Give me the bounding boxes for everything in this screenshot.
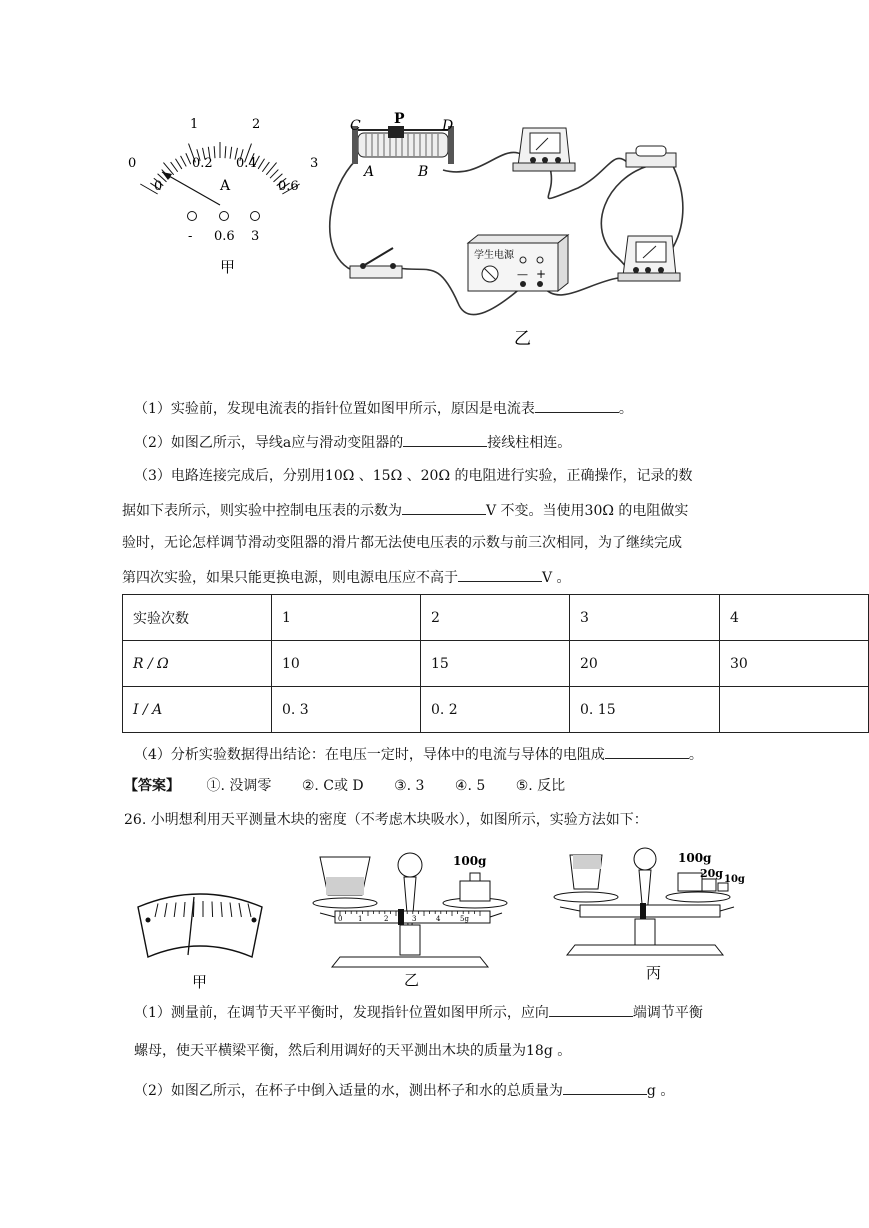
power-supply-label: 学生电源 [474,250,514,261]
answer-item-3: ③. 3 [394,778,425,794]
rheostat-terminal-d: D [442,118,454,134]
mass-label-100g: 100g [453,854,487,868]
question-3-text-3: 第四次实验，如果只能更换电源，则电源电压应不高于 [122,570,458,586]
question-4-line [134,744,703,765]
terminal-0.6-icon [220,212,229,221]
ammeter-lower-tick-1: 0.2 [192,156,213,171]
weight-100g-icon [460,881,490,901]
power-supply-plus: + [536,267,547,281]
question-3-text-2: V 不变。当使用30Ω 的电阻做实 [486,503,689,519]
question-2-text-2: 应与滑动变阻器的 [291,435,404,451]
resistor-icon [626,146,676,167]
question-3-line-4 [122,567,571,588]
answer-blank-5[interactable] [605,744,689,759]
figure-label-jia-2: 甲 [192,973,208,991]
question-2-line [134,432,571,453]
question-3-end: V 。 [542,570,571,586]
beam-scale-2: 2 [384,915,389,923]
rheostat-terminal-b: B [418,164,429,180]
table-cell: 2 [421,595,570,641]
ammeter-lower-tick-3: 0.6 [278,179,299,194]
terminal-minus-icon [188,212,197,221]
beam-scale-3: 3 [412,915,417,923]
question-4-end: 。 [688,747,703,763]
table-row [123,687,869,733]
beam-scale-1: 1 [358,915,363,923]
balance-figures [130,845,760,995]
answer-blank-2[interactable] [403,432,487,447]
terminal-3-icon [251,212,260,221]
table-cell: I / A [123,687,272,733]
table-cell: 3 [570,595,720,641]
table-cell: 1 [272,595,421,641]
table-cell [720,687,869,733]
ammeter-tick [175,159,181,169]
ammeter-upper-tick-3: 3 [310,156,319,171]
ammeter-lower-tick-0: 0 [154,179,163,194]
mass-label-100g-2: 100g [678,851,712,865]
table-cell: 0. 3 [272,687,421,733]
wire-a-label: a [282,435,292,451]
answer-line [124,776,565,796]
weight-20g-icon [702,879,716,891]
answer-item-2: ②. C或 D [301,778,364,794]
power-supply-minus: — [517,268,528,281]
beam-scale-0: 0 [338,915,343,923]
answer-item-1: ①. 没调零 [206,778,272,794]
ammeter-tick [214,146,215,158]
rheostat-terminal-a: A [364,164,375,180]
balance-dial-figure [138,894,262,957]
table-row [123,595,869,641]
slide-rheostat-icon [352,126,454,164]
table-cell: 20 [570,641,720,687]
question-3-line-3: 验时，无论怎样调节滑动变阻器的滑片都无法使电压表的示数与前三次相同，为了继续完成 [122,535,682,551]
ammeter-tick [258,159,264,169]
switch-icon [350,248,402,278]
question-4-text: （4）分析实验数据得出结论：在电压一定时，导体中的电流与导体的电阻成 [134,747,605,763]
rheostat-slider-p: P [394,111,405,127]
figure-label-yi: 乙 [514,329,531,349]
water-in-cup [326,877,364,895]
table-cell: 30 [720,641,869,687]
answer-blank-4[interactable] [458,567,542,582]
data-table [122,594,869,733]
dial-tick [212,902,213,918]
table-row [123,641,869,687]
beam-scale-4: 4 [436,915,441,923]
figure-label-bing: 丙 [646,964,662,982]
question-26-1-text: （1）测量前，在调节天平平衡时，发现指针位置如图甲所示，应向 [134,1005,549,1021]
ammeter-tick [230,147,232,159]
answer-blank-3[interactable] [402,500,486,515]
table-cell: 4 [720,595,869,641]
balance-yi-figure [313,853,507,967]
question-26-2-text: （2）如图乙所示，在杯子中倒入适量的水，测出杯子和水的总质量为 [134,1083,563,1099]
circuit-figure [318,108,708,353]
question-26-2-line [134,1080,674,1101]
ammeter-pointer [162,172,220,205]
question-1-line [134,398,633,419]
terminal-label-0.6: 0.6 [214,229,235,244]
question-1-text: （1）实验前，发现电流表的指针位置如图甲所示，原因是电流表 [134,401,535,417]
ammeter-unit: A [220,178,231,194]
question-3-line-1: （3）电路连接完成后，分别用10Ω 、15Ω 、20Ω 的电阻进行实验，正确操作，记录的数 [134,468,693,484]
figure-label-yi-2: 乙 [404,971,420,989]
ammeter-tick [186,153,191,164]
ammeter-lower-tick-2: 0.4 [236,156,257,171]
dial-screw-right-icon [252,918,257,923]
ammeter-tick [262,162,269,172]
mass-label-20g: 20g [700,867,723,880]
answer-blank-6[interactable] [549,1002,633,1017]
answer-label: 【答案】 [124,778,180,794]
ammeter-dial-figure [120,110,340,280]
voltmeter-meter-icon [618,236,680,281]
ammeter-tick [225,146,226,158]
table-cell: 10 [272,641,421,687]
question-26-stem: 26. 小明想利用天平测量木块的密度（不考虑木块吸水），如图所示，实验方法如下： [124,812,648,828]
weight-100g-icon-2 [678,873,702,891]
answer-item-5: ⑤. 反比 [515,778,566,794]
table-cell: 0. 2 [421,687,570,733]
table-cell: 实验次数 [123,595,272,641]
ammeter-upper-tick-1: 1 [190,117,199,132]
answer-blank-1[interactable] [535,398,619,413]
question-26-1-text-2: 端调节平衡 [632,1005,703,1021]
answer-blank-7[interactable] [563,1080,647,1095]
question-3-line-2 [122,500,688,521]
question-1-end: 。 [618,401,633,417]
mass-label-10g: 10g [724,874,745,885]
figure-label-jia: 甲 [220,258,236,276]
question-3-text: 据如下表所示，则实验中控制电压表的示数为 [122,503,402,519]
question-26-2-end: g 。 [646,1083,675,1099]
ammeter-upper-tick-0: 0 [128,156,137,171]
beam-scale-5g: 5g [460,915,469,923]
question-26-1-line-2: 螺母，使天平横梁平衡，然后利用调好的天平测出木块的质量为18g 。 [134,1043,572,1059]
table-cell: 0. 15 [570,687,720,733]
question-2-end: 接线柱相连。 [487,435,572,451]
question-2-text: （2）如图乙所示，导线 [134,435,283,451]
power-supply-icon [468,235,568,291]
answer-item-4: ④. 5 [454,778,486,794]
table-cell: R / Ω [123,641,272,687]
rheostat-terminal-c: C [350,118,361,134]
ammeter-meter-icon [513,128,575,171]
ammeter-upper-tick-2: 2 [252,117,261,132]
terminal-label-minus: - [188,229,193,244]
ammeter-tick [171,162,178,172]
question-26-1-line-1 [134,1002,703,1023]
rider-icon [398,909,404,925]
ammeter-tick [181,156,187,167]
table-cell: 15 [421,641,570,687]
terminal-label-3: 3 [251,229,260,244]
ammeter-tick [270,170,278,179]
dial-screw-left-icon [146,918,151,923]
